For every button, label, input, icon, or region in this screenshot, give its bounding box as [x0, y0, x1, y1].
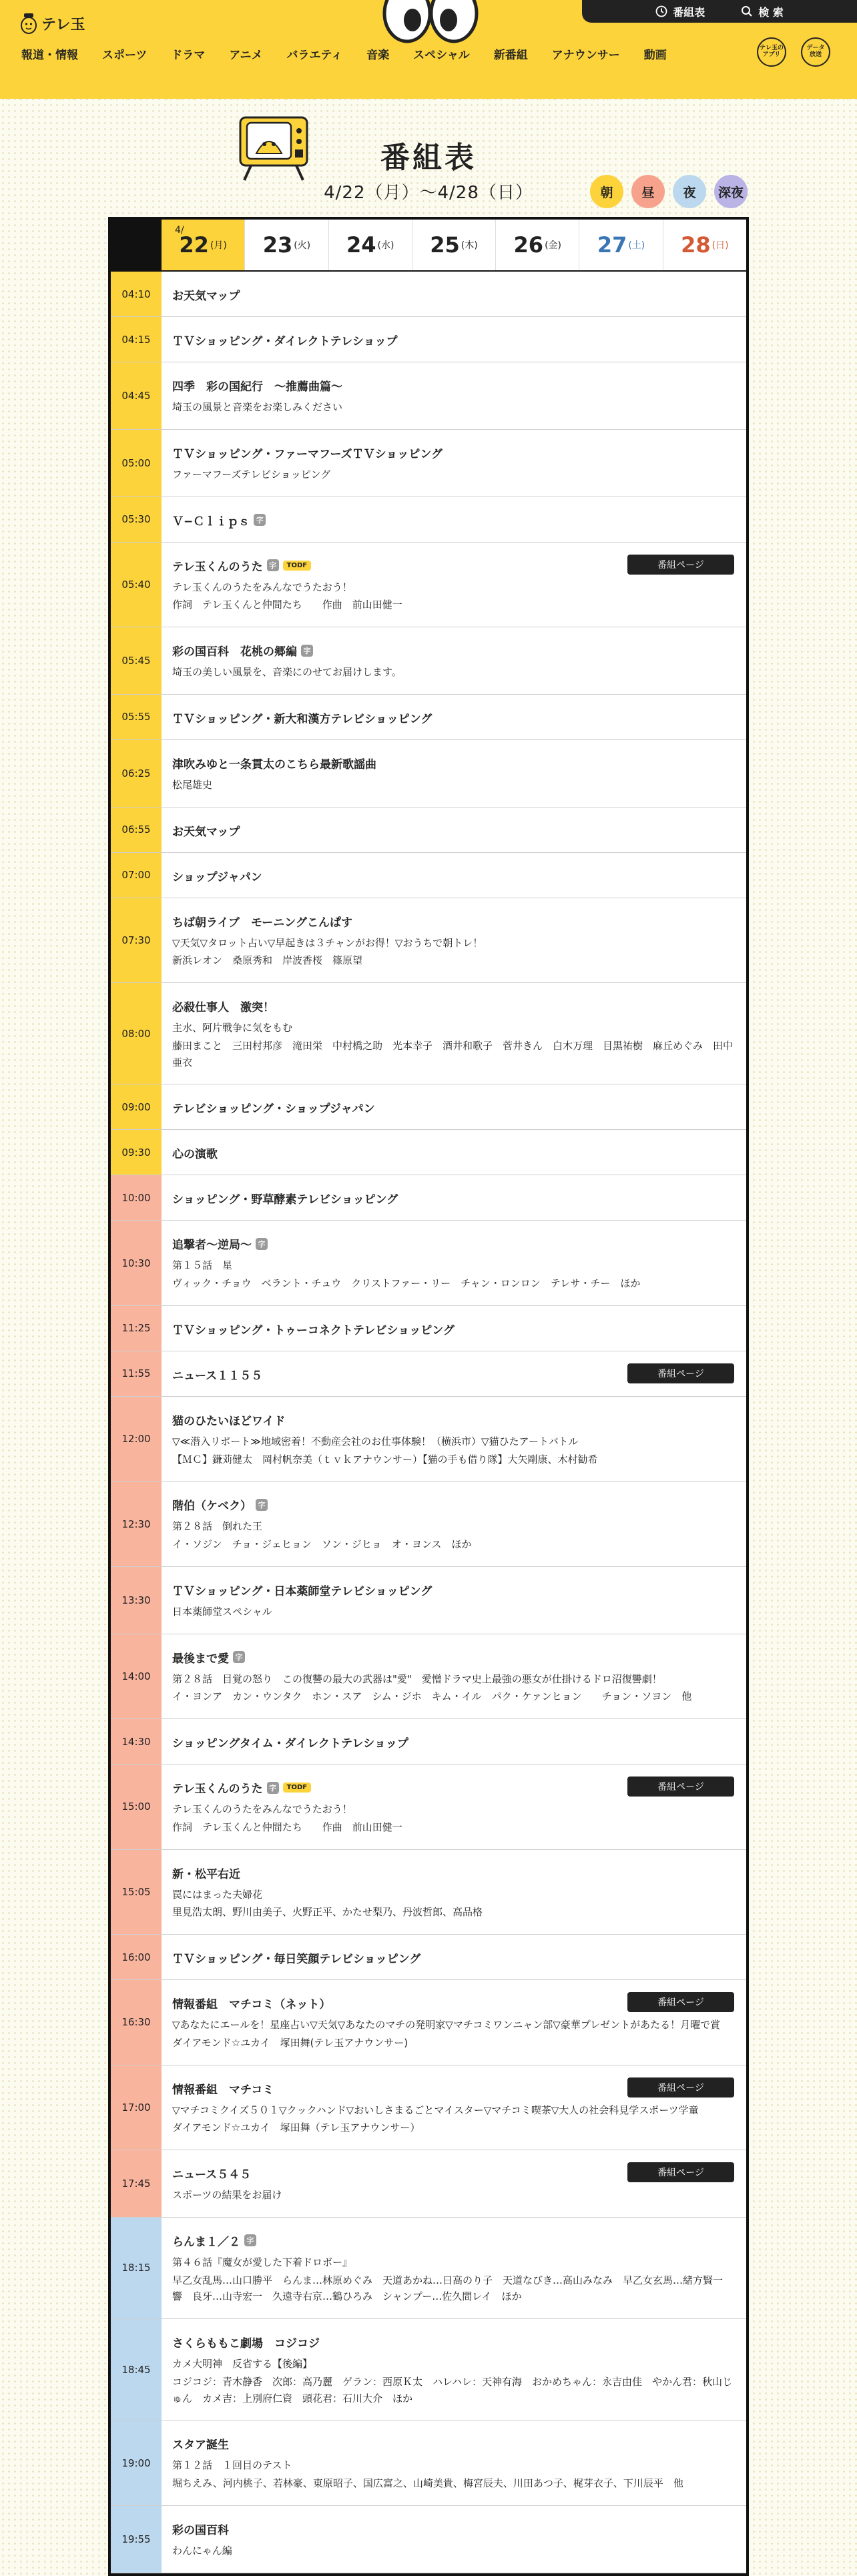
program-row[interactable] — [111, 497, 746, 543]
program-start-time: 07:00 — [111, 853, 162, 898]
program-row[interactable] — [111, 740, 746, 808]
program-title[interactable]: Ｖ−Ｃｌｉｐｓ — [172, 515, 250, 529]
program-title[interactable]: 追撃者〜逆局〜 — [172, 1239, 252, 1253]
program-title[interactable]: 必殺仕事人 激突！ — [172, 1001, 274, 1014]
program-details — [162, 898, 746, 983]
nav-item-music[interactable]: 音楽 — [366, 49, 390, 62]
jump-morning-button[interactable]: 朝 — [590, 175, 623, 208]
program-title-line — [172, 2521, 734, 2537]
day-tab[interactable] — [579, 220, 662, 270]
nav-item-videos[interactable]: 動画 — [643, 49, 667, 62]
program-description: ダイアモンド☆ユカイ 塚田舞(テレ玉アナウンサー) — [172, 2036, 408, 2049]
program-title-line — [172, 512, 734, 529]
program-details — [162, 317, 746, 362]
program-details — [162, 1130, 746, 1175]
program-description: 第１２話 １回目のテスト — [172, 2459, 292, 2472]
program-description: イ・ヨンア カン・ウンタク ホン・スア シム・ジホ キム・イル パク・ケァンヒョン チョン・ソヨン 他 — [172, 1690, 692, 1703]
program-row[interactable] — [111, 695, 746, 740]
program-title[interactable]: テレ玉くんのうた — [172, 1783, 263, 1796]
program-title[interactable]: 新・松平右近 — [172, 1867, 240, 1881]
program-title[interactable]: ＴＶショッピング・ダイレクトテレショップ — [172, 335, 398, 348]
program-title-line — [172, 2334, 734, 2350]
program-row[interactable] — [111, 1221, 746, 1306]
program-description: 第２８話 目覚の怒り この復讐の最大の武器は"愛" 愛憎ドラマ史上最強の悪女が仕掛けるドロ沼復讐劇！ — [172, 1672, 662, 1685]
program-start-time: 16:00 — [111, 1935, 162, 1979]
program-title[interactable]: 心の演歌 — [172, 1148, 218, 1162]
program-row[interactable] — [111, 898, 746, 984]
program-details — [162, 740, 746, 807]
program-start-time: 18:45 — [111, 2319, 162, 2420]
day-tab-date: 23 — [262, 232, 293, 258]
nav-item-sports[interactable]: スポーツ — [102, 49, 148, 62]
day-tab[interactable] — [495, 220, 579, 270]
subtitle-tag: 字 — [267, 1782, 279, 1794]
program-start-time: 19:00 — [111, 2421, 162, 2505]
program-description: 日本薬師堂スペシャル — [172, 1605, 272, 1618]
program-title-line — [172, 2435, 734, 2452]
schedule-link-label: 番組表 — [673, 5, 705, 19]
program-title[interactable]: らんま１／２ — [172, 2235, 240, 2249]
program-start-time: 12:00 — [111, 1397, 162, 1482]
day-tab-weekday: (金) — [545, 240, 561, 251]
day-tab-weekday: (土) — [628, 240, 645, 251]
program-start-time: 06:55 — [111, 808, 162, 852]
day-tabs — [111, 220, 746, 272]
program-description: 早乙女乱馬…山口勝平 らんま…林原めぐみ 天道あかね…日高のり子 天道なびき…高山みなみ 早乙女玄馬…緒方賢一 響 良牙…山寺宏一 久遠寺右京…鶴ひろみ シャンプー…佐久間レイ ほか — [172, 2274, 734, 2303]
program-details — [162, 695, 746, 739]
program-details — [162, 1719, 746, 1764]
day-tab-date: 25 — [430, 232, 460, 258]
program-title[interactable]: 最後まで愛 — [172, 1652, 229, 1666]
program-description: ヴィック・チョウ ベラント・チュウ クリストファー・リー チャン・ロンロン テレサ・チー ほか — [172, 1277, 641, 1289]
program-details — [162, 1634, 746, 1719]
program-row[interactable] — [111, 627, 746, 695]
top-utility-bar — [582, 0, 857, 23]
program-row[interactable] — [111, 2319, 746, 2421]
program-description: コジコジ：青木静香 次郎：高乃麗 ゲラン：西原Ｋ太 ハレハレ：天神有海 おかめちゃん：永吉由佳 やかん君：秋山じゅん カメ吉：上別府仁資 頭花君：石川大介 ほか — [172, 2375, 732, 2404]
program-description: カメ大明神 反省する【後編】 — [172, 2358, 313, 2370]
program-start-time: 13:30 — [111, 1567, 162, 1634]
program-row[interactable] — [111, 1397, 746, 1482]
program-description: 第４６話『魔女が愛した下着ドロボー』 — [172, 2256, 353, 2268]
program-description: 【ＭＣ】鎌苅健太 岡村帆奈美（ｔｖｋアナウンサー）【猫の手も借り隊】大矢剛康、木村勧希 — [172, 1453, 598, 1466]
program-start-time: 10:30 — [111, 1221, 162, 1305]
program-details — [162, 430, 746, 497]
program-title-line — [172, 2232, 734, 2249]
program-description: ファーマフーズテレビショッピング — [172, 468, 331, 480]
program-description: わんにゃん編 — [172, 2544, 232, 2557]
clock-icon — [655, 5, 667, 17]
program-row[interactable] — [111, 1084, 746, 1130]
mascot-eyes-icon — [380, 0, 481, 44]
program-description: テレ玉くんのうたをみんなでうたおう！ — [172, 581, 352, 593]
day-tab[interactable] — [244, 220, 328, 270]
program-description: 作詞 テレ玉くんと仲間たち 作曲 前山田健一 — [172, 599, 402, 611]
subtitle-tag: 字 — [244, 2234, 256, 2246]
program-description: ▽あなたにエールを！星座占い▽天気▽あなたのマチの発明家▽マチコミワンニャン部▽豪華プレゼントがあたる！月曜で賞 — [172, 2019, 721, 2031]
program-title[interactable]: テレ玉くんのうた — [172, 560, 263, 574]
nav-item-drama[interactable]: ドラマ — [171, 49, 206, 62]
program-title[interactable]: 情報番組 マチコミ — [172, 2083, 274, 2097]
program-start-time: 11:25 — [111, 1306, 162, 1351]
program-start-time: 04:15 — [111, 317, 162, 362]
program-title-line — [172, 1099, 734, 1116]
program-row[interactable] — [111, 362, 746, 430]
program-row[interactable] — [111, 1980, 746, 2065]
program-description: 新浜レオン 桑原秀和 岸波香桜 篠原望 — [172, 954, 363, 967]
program-title-line — [172, 998, 734, 1014]
program-row[interactable] — [111, 2218, 746, 2319]
program-row[interactable] — [111, 1935, 746, 1980]
program-start-time: 09:30 — [111, 1130, 162, 1175]
nav-item-news[interactable]: 報道・情報 — [21, 49, 78, 62]
program-details — [162, 627, 746, 694]
program-title[interactable]: さくらももこ劇場 コジコジ — [172, 2337, 320, 2350]
program-details — [162, 272, 746, 316]
day-tabs-corner — [111, 220, 162, 270]
program-description: 埼玉の風景と音楽をお楽しみください — [172, 401, 343, 413]
program-row[interactable] — [111, 272, 746, 317]
program-row[interactable] — [111, 1567, 746, 1634]
program-title-line — [172, 332, 734, 348]
page-title: 番組表 — [380, 141, 477, 175]
program-details — [162, 362, 746, 429]
program-title[interactable]: テレビショッピング・ショップジャパン — [172, 1102, 375, 1116]
subtitle-tag: 字 — [256, 1238, 268, 1250]
program-details — [162, 497, 746, 542]
program-description: イ・ソジン チョ・ジェヒョン ソン・ジヒョ オ・ヨンス ほか — [172, 1538, 472, 1550]
program-start-time: 05:30 — [111, 497, 162, 542]
site-header — [0, 0, 857, 99]
main-nav — [21, 45, 667, 62]
program-start-time: 04:10 — [111, 272, 162, 316]
program-start-time: 05:55 — [111, 695, 162, 739]
program-title-line — [172, 755, 734, 771]
nav-item-variety[interactable]: バラエティ — [286, 49, 343, 62]
search-link-label: 検 索 — [758, 5, 784, 19]
program-details — [162, 1221, 746, 1305]
program-title-line — [172, 1496, 734, 1513]
subtitle-tag: 字 — [254, 514, 266, 526]
day-tab-date: 27 — [597, 232, 627, 258]
program-start-time: 17:00 — [111, 2065, 162, 2150]
program-title[interactable]: 情報番組 マチコミ（ネット） — [172, 1998, 331, 2011]
program-start-time: 09:00 — [111, 1084, 162, 1129]
program-title-line — [172, 1235, 734, 1252]
program-description: 藤田まこと 三田村邦彦 滝田栄 中村橋之助 光本幸子 酒井和歌子 菅井きん 白木万理 目黒祐樹 麻丘めぐみ 田中亜衣 — [172, 1039, 734, 1068]
program-title-line — [172, 1321, 734, 1337]
day-tab-weekday: (木) — [461, 240, 478, 251]
program-start-time: 04:45 — [111, 362, 162, 429]
subtitle-tag: 字 — [256, 1499, 268, 1511]
program-row[interactable] — [111, 1482, 746, 1567]
program-page-button[interactable]: 番組ページ — [627, 2162, 734, 2182]
program-title-line — [172, 444, 734, 461]
time-of-day-jump — [590, 175, 748, 208]
day-tab-weekday: (水) — [377, 240, 394, 251]
nav-item-announcers[interactable]: アナウンサー — [551, 49, 620, 62]
program-description: スポーツの結果をお届け — [172, 2189, 282, 2201]
program-start-time: 19:55 — [111, 2506, 162, 2573]
program-title[interactable]: ショッピングタイム・ダイレクトテレショップ — [172, 1737, 408, 1750]
nav-item-special[interactable]: スペシャル — [413, 49, 470, 62]
jump-late-night-button[interactable]: 深夜 — [714, 175, 748, 208]
program-title-line — [172, 868, 734, 884]
program-row[interactable] — [111, 1306, 746, 1351]
program-row[interactable] — [111, 853, 746, 898]
program-start-time: 07:30 — [111, 898, 162, 983]
schedule-link[interactable] — [655, 4, 705, 19]
logo-text: テレ玉 — [41, 16, 85, 33]
program-title[interactable]: ニュース５４５ — [172, 2168, 252, 2182]
program-description: 作詞 テレ玉くんと仲間たち 作曲 前山田健一 — [172, 1821, 402, 1833]
day-tab-date: 24 — [346, 232, 376, 258]
jump-evening-button[interactable]: 夜 — [673, 175, 706, 208]
program-details — [162, 983, 746, 1084]
program-details — [162, 1175, 746, 1220]
program-title[interactable]: ＴＶショッピング・毎日笑顔テレビショッピング — [172, 1953, 421, 1966]
program-row[interactable] — [111, 2421, 746, 2506]
program-title[interactable]: 津吹みゆと一条貫太のこちら最新歌謡曲 — [172, 757, 376, 771]
program-description: ▽天気▽タロット占い▽早起きは３チャンがお得！▽おうちで朝トレ！ — [172, 936, 483, 949]
program-row[interactable] — [111, 2150, 746, 2218]
program-title-line — [172, 1949, 734, 1966]
program-description: ▽≪潜入リポート≫地域密着！不動産会社のお仕事体験！（横浜市）▽猫ひたアートバトル — [172, 1435, 579, 1447]
program-details — [162, 2150, 746, 2217]
program-title[interactable]: スタア誕生 — [172, 2439, 229, 2453]
header-zigzag-edge — [0, 88, 857, 101]
program-title-line — [172, 709, 734, 726]
program-details — [162, 853, 746, 898]
program-description: 埼玉の美しい風景を、音楽にのせてお届けします。 — [172, 666, 402, 678]
day-tab-month: 4/ — [175, 225, 184, 236]
program-title-line — [172, 1865, 734, 1881]
program-description: 第１５話 星 — [172, 1259, 233, 1272]
program-start-time: 05:45 — [111, 627, 162, 694]
program-details — [162, 1935, 746, 1979]
data-broadcast-badge[interactable]: データ 放送 — [801, 37, 830, 67]
app-badge[interactable]: テレ玉の アプリ — [757, 37, 786, 67]
day-tab-weekday: (月) — [210, 240, 227, 251]
nav-item-new-programs[interactable]: 新番組 — [493, 49, 528, 62]
program-details — [162, 1850, 746, 1935]
program-row[interactable] — [111, 543, 746, 628]
program-page-button[interactable]: 番組ページ — [627, 1363, 734, 1383]
day-tab-date: 26 — [513, 232, 544, 258]
tod-tag: TODF — [283, 1783, 311, 1793]
program-page-button[interactable]: 番組ページ — [627, 1777, 734, 1797]
program-start-time: 06:25 — [111, 740, 162, 807]
program-details — [162, 1567, 746, 1634]
program-title[interactable]: お天気マップ — [172, 825, 240, 839]
jump-daytime-button[interactable]: 昼 — [631, 175, 665, 208]
program-start-time: 14:30 — [111, 1719, 162, 1764]
program-title-line — [172, 377, 734, 394]
program-description: 罠にはまった夫婦花 — [172, 1888, 263, 1901]
program-title[interactable]: ＴＶショッピング・ファーマフーズＴＶショッピング — [172, 447, 443, 461]
program-details — [162, 1084, 746, 1129]
tetama-mascot-icon — [20, 12, 37, 35]
program-page-button[interactable]: 番組ページ — [627, 1992, 734, 2012]
program-row[interactable] — [111, 2065, 746, 2151]
program-start-time: 15:00 — [111, 1764, 162, 1849]
tod-tag: TODF — [283, 561, 311, 571]
program-schedule — [108, 217, 749, 2576]
day-tab[interactable] — [412, 220, 495, 270]
program-title[interactable]: ＴＶショッピング・日本薬師堂テレビショッピング — [172, 1584, 433, 1598]
program-list — [111, 272, 746, 2573]
program-title-line — [172, 1145, 734, 1161]
program-row[interactable] — [111, 1719, 746, 1764]
program-start-time: 16:30 — [111, 1980, 162, 2065]
program-start-time: 18:15 — [111, 2218, 162, 2318]
program-row[interactable] — [111, 1850, 746, 1935]
program-title-line — [172, 913, 734, 930]
program-description: 堀ちえみ、河内桃子、若林豪、東原昭子、国広富之、山崎美貴、梅宮辰夫、川田あつ子、梶芽衣子、下川辰平 他 — [172, 2477, 683, 2489]
site-logo[interactable] — [20, 12, 85, 35]
program-details — [162, 2218, 746, 2318]
search-icon — [741, 5, 753, 17]
program-start-time: 05:40 — [111, 543, 162, 627]
program-title-line — [172, 822, 734, 839]
program-title-line — [172, 1190, 734, 1207]
day-tab-weekday: (日) — [711, 240, 729, 251]
subtitle-tag: 字 — [233, 1651, 245, 1663]
program-row[interactable] — [111, 808, 746, 853]
program-title-line — [172, 1582, 734, 1598]
day-tab-date: 22 — [179, 232, 209, 258]
program-title[interactable]: ニュース１１５５ — [172, 1369, 263, 1383]
program-details — [162, 1482, 746, 1566]
program-row[interactable] — [111, 1175, 746, 1221]
day-tab-weekday: (火) — [294, 240, 311, 251]
program-details — [162, 543, 746, 627]
program-title[interactable]: お天気マップ — [172, 290, 240, 303]
program-start-time: 14:00 — [111, 1634, 162, 1719]
program-description: ▽マチコミクイズ５０１▽クックハンド▽おいしさまるごとマイスター▽マチコミ喫茶▽大人の社会科見学スポーツ学童 — [172, 2104, 699, 2116]
program-details — [162, 1980, 746, 2065]
program-details — [162, 808, 746, 852]
program-title[interactable]: ちば朝ライブ モーニングこんぱす — [172, 916, 352, 930]
program-description: 松尾雄史 — [172, 778, 213, 791]
program-title-line — [172, 1411, 734, 1428]
subtitle-tag: 字 — [267, 559, 279, 571]
program-row[interactable] — [111, 2506, 746, 2573]
program-details — [162, 1397, 746, 1482]
program-description: 主水、阿片戦争に気をもむ — [172, 1022, 293, 1034]
program-row[interactable] — [111, 1634, 746, 1720]
program-details — [162, 2421, 746, 2505]
date-range: 4/22（月）〜4/28（日） — [324, 183, 533, 203]
program-start-time: 12:30 — [111, 1482, 162, 1566]
program-start-time: 17:45 — [111, 2150, 162, 2217]
program-start-time: 05:00 — [111, 430, 162, 497]
subtitle-tag: 字 — [301, 645, 313, 657]
program-description: 第２８話 倒れた王 — [172, 1520, 263, 1533]
program-description: テレ玉くんのうたをみんなでうたおう！ — [172, 1803, 352, 1815]
program-details — [162, 1351, 746, 1396]
nav-item-anime[interactable]: アニメ — [229, 49, 263, 62]
program-start-time: 11:55 — [111, 1351, 162, 1396]
program-details — [162, 2319, 746, 2420]
day-tab[interactable] — [663, 220, 746, 270]
program-title[interactable]: 四季 彩の国紀行 〜推薦曲篇〜 — [172, 380, 342, 394]
program-details — [162, 2506, 746, 2573]
program-start-time: 15:05 — [111, 1850, 162, 1935]
program-start-time: 10:00 — [111, 1175, 162, 1220]
program-title[interactable]: 彩の国百科 花桃の郷編 — [172, 645, 297, 659]
day-tab[interactable] — [162, 220, 244, 270]
program-title[interactable]: ＴＶショッピング・トゥーコネクトテレビショッピング — [172, 1323, 455, 1337]
program-start-time: 08:00 — [111, 983, 162, 1084]
program-title[interactable]: ショップジャパン — [172, 870, 262, 884]
day-tab-date: 28 — [681, 232, 711, 258]
program-title-line — [172, 1734, 734, 1750]
program-details — [162, 1764, 746, 1849]
program-details — [162, 1306, 746, 1351]
program-details — [162, 2065, 746, 2150]
program-row[interactable] — [111, 1351, 746, 1397]
program-description: 里見浩太朗、野川由美子、火野正平、かたせ梨乃、丹波哲郎、高品格 — [172, 1906, 483, 1919]
program-row[interactable] — [111, 1130, 746, 1175]
program-title[interactable]: 猫のひたいほどワイド — [172, 1414, 286, 1428]
program-row[interactable] — [111, 983, 746, 1084]
program-title-line — [172, 642, 734, 659]
program-title[interactable]: ＴＶショッピング・新大和漢方テレビショッピング — [172, 712, 433, 726]
program-page-button[interactable]: 番組ページ — [627, 555, 734, 575]
program-title-line — [172, 1649, 734, 1666]
program-title[interactable]: 彩の国百科 — [172, 2523, 229, 2537]
program-row[interactable] — [111, 317, 746, 362]
program-title[interactable]: 階伯（ケベク） — [172, 1500, 252, 1514]
program-description: ダイアモンド☆ユカイ 塚田舞（テレ玉アナウンサー） — [172, 2122, 420, 2134]
program-page-button[interactable]: 番組ページ — [627, 2077, 734, 2098]
program-row[interactable] — [111, 1764, 746, 1850]
search-link[interactable] — [741, 4, 784, 19]
program-title[interactable]: ショッピング・野草酵素テレビショッピング — [172, 1193, 398, 1207]
program-row[interactable] — [111, 430, 746, 497]
day-tab[interactable] — [328, 220, 412, 270]
program-title-line — [172, 286, 734, 303]
